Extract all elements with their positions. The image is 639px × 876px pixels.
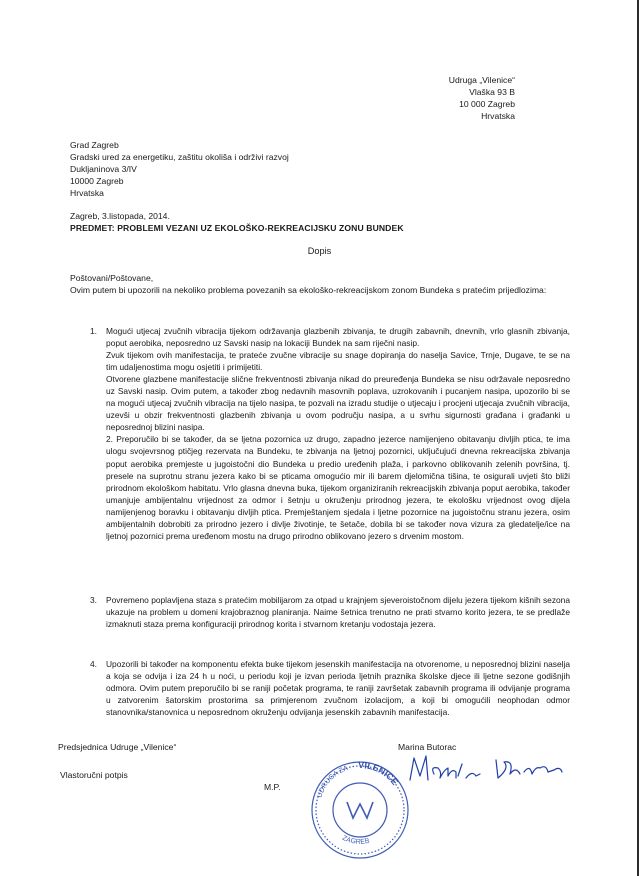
letter-date: Zagreb, 3.listopada, 2014. (70, 211, 170, 221)
letter-subject: PREDMET: PROBLEMI VEZANI UZ EKOLOŠKO-REKREACIJSKU ZONU BUNDEK (70, 223, 404, 233)
item-number: 4. (90, 659, 97, 669)
recipient-line: 10000 Zagreb (70, 176, 124, 186)
item-paragraph: 2. Preporučilo bi se također, da se ljetna pozornica uz drugo, zapadno jezerce namijenjeno obitavanju divljih ptica, te ima ulogu svojevrsnog ptičjeg rezervata na Bundeku, te zbivanja na ljetnoj pozornici, uključujući dnevna rekreacijska zbivanja poput aerobika premjeste u jugoistočni dio Bundeka u predio uređenih plaža, i parkovno oblikovanih zelenih površina, tj. presele na suprotnu stranu jezera kako bi se pticama omogućio mir ili barem djelomična tišina, te osigurali uvjeti što bliži prirodnom ekološkom habitatu. Vrlo glasna dnevna buka, tijekom organiziranih rekreacijskih zbivanja poput aerobika, također umanjuje ambijentalnu vrijednost za odmor i šetnju u okruženju prirodnog jezera, te ekološku vrijednost ovog dijela namijenjenog boravku i obitavanju divljih ptica. Premještanjem sjedala i ljetne pozornice na jugoistočnu stranu jezera, osim ambijentalnih dobrobiti za prirodno jezero i divlje životinje, te šetače, dobila bi se također nova vizura za gledatelje/ice na ljetnoj pozornici prema uređenom mostu na drugo prirodno oblikovano jezero s drvenim mostom. (106, 434, 570, 541)
recipient-line: Hrvatska (70, 188, 104, 198)
stamp-top-text: UDRUGA ZA (316, 764, 350, 799)
signature-label: Vlastoručni potpis (60, 770, 128, 780)
stamp-bottom-text: ZAGREB (341, 834, 371, 846)
intro-paragraph: Ovim putem bi upozorili na nekoliko problema povezanih sa ekološko-rekreacijskom zonom Bundeka s pratećim prijedlozima: (70, 285, 547, 295)
list-item (90, 658, 570, 718)
recipient-line: Gradski ured za energetiku, zaštitu okoliša i održivi razvoj (70, 152, 289, 162)
sender-street: Vlaška 93 B (469, 87, 515, 97)
signatory-name: Marina Butorac (398, 742, 457, 752)
handwritten-signature (396, 750, 566, 790)
signatory-title: Predsjednica Udruge „Vilenice“ (58, 742, 177, 752)
seal-label: M.P. (264, 782, 281, 792)
sender-address (449, 74, 515, 122)
item-paragraph: Otvorene glazbene manifestacije slične frekventnosti zbivanja nikad do preuređenja Bundeka se nisu održavale neposredno uz Savski nasip. Ovim putem, a također zbog nedavnih masovnih poplava, uzrokovanih i pucanjem nasipa, upozorilo bi se na mogući utjecaj zvučnih vibracija na tijelo nasipa, te pozvali na izradu studije o utjecaju i procjeni utjecaja zvučnih vibracija, uzevši u obzir frekventnosti glazbenih zbivanja u ovom području nasipa, a u svrhu sigurnosti građana i građanki u neposrednoj blizini nasipa. (106, 374, 570, 433)
sender-name: Udruga „Vilenice“ (448, 75, 515, 85)
recipient-line: Dukljaninova 3/IV (70, 164, 137, 174)
sender-country: Hrvatska (481, 111, 515, 121)
item-paragraph: Mogući utjecaj zvučnih vibracija tijekom održavanja glazbenih zbivanja, te drugih zabavnih, dnevnih, vrlo glasnih zbivanja, poput aerobika, neposredno uz Savski nasip na lokaciji Bundek na sam riječni nasip. (106, 326, 570, 349)
item-paragraph: Upozorili bi također na komponentu efekta buke tijekom jesenskih manifestacija na otvorenome, u neposrednoj blizini naselja a koja se odvija i iza 24 h u noći, u periodu koji je izvan perioda ljetnih praznika školske djece ili ljetne sezone godišnjih odmora. Ovim putem preporučilo bi se raniji početak programa, te raniji završetak zabavnih programa ili odvijanje programa u zatvorenim šatorskim prostorima sa primjerenom zvučnom izolacijom, a koji bi omogućili neophodan odmor stanovnika/stanovnica u neposrednom okruženju odvijanja jesenskih zabavnih manifestacija. (106, 659, 570, 718)
stamp-middle-text: VILENICE (358, 760, 401, 787)
item-paragraph: Zvuk tijekom ovih manifestacija, te prateće zvučne vibracije su snage dopiranja do naselja Savice, Trnje, Dugave, te se na tim udaljenostima mogu osjetiti i primijetiti. (106, 350, 570, 373)
recipient-line: Grad Zagreb (70, 140, 119, 150)
list-item (90, 325, 570, 542)
salutation: Poštovani/Poštovane, (70, 273, 154, 283)
sender-city: 10 000 Zagreb (459, 99, 515, 109)
item-paragraph: Povremeno poplavljena staza s pratećim mobilijarom za otpad u krajnjem sjeveroistočnom dijelu jezera tijekom kišnih sezona ukazuje na problem u domeni krajobraznog planiranja. Naime šetnica trenutno ne prati stvarno korito jezera, te se predlaže izmaknuti staza prema konfiguraciji prirodnog korita i stvarnom kretanju vodostaja jezera. (106, 595, 570, 630)
item-number: 1. (90, 326, 97, 336)
list-item (90, 594, 570, 630)
document-title: Dopis (307, 246, 332, 256)
recipient-address (70, 139, 289, 199)
item-number: 3. (90, 595, 97, 605)
